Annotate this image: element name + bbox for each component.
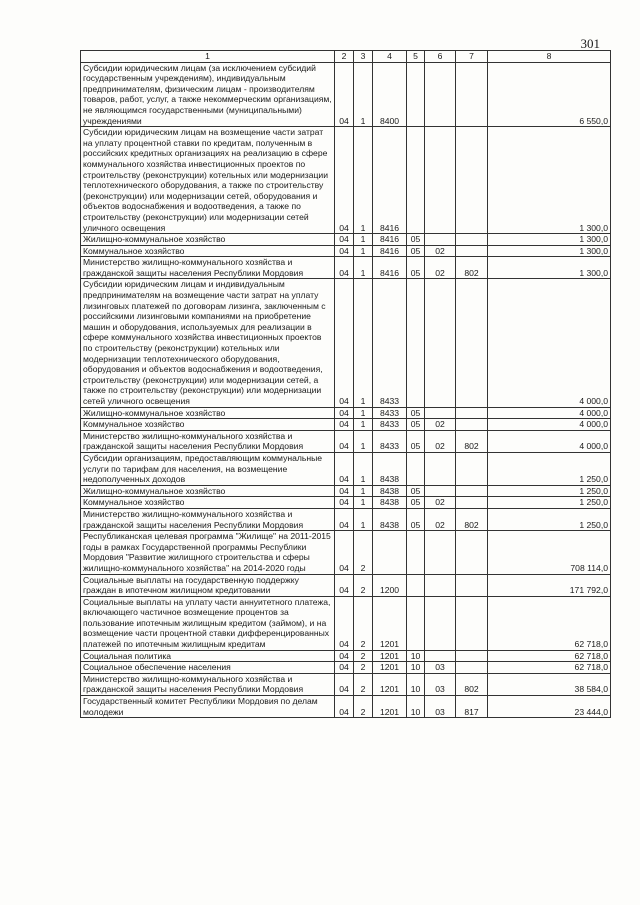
col-header-6: 6 <box>425 51 456 63</box>
row-name: Жилищно-коммунальное хозяйство <box>81 407 335 419</box>
code-col-3: 1 <box>354 279 373 407</box>
row-name: Министерство жилищно-коммунального хозяйства и гражданской защиты населения Республики Мордовия <box>81 430 335 452</box>
row-sum: 1 300,0 <box>488 257 611 279</box>
row-sum: 62 718,0 <box>488 650 611 662</box>
row-name: Субсидии юридическим лицам и индивидуальным предпринимателям на возмещение части затрат на уплату лизинговых платежей по договорам лизинга, заключенным с российскими лизинговыми компаниями на приобретение машин и оборудования, используемых для реализации в сфере коммунального хозяйства инвестиционных проектов по строительству (реконструкции) котельных или модернизации теплотехнического оборудования, оборудования и объектов водоснабжения и водоотведения, строительству (реконструкции) или модернизации сетей, а также по строительству (реконструкции) или модернизации сетей уличного освещения <box>81 279 335 407</box>
code-col-6: 02 <box>425 508 456 530</box>
code-col-7 <box>456 419 488 431</box>
code-col-3: 2 <box>354 662 373 674</box>
code-col-5: 05 <box>407 419 425 431</box>
page-number: 301 <box>580 36 600 51</box>
code-col-2: 04 <box>335 234 354 246</box>
row-sum: 708 114,0 <box>488 531 611 574</box>
code-col-2: 04 <box>335 508 354 530</box>
code-col-4: 1201 <box>373 662 407 674</box>
budget-table <box>80 50 611 718</box>
code-col-3: 1 <box>354 508 373 530</box>
table-row <box>81 452 611 485</box>
row-name: Жилищно-коммунальное хозяйство <box>81 485 335 497</box>
code-col-6 <box>425 574 456 596</box>
table-row <box>81 62 611 127</box>
table-row <box>81 234 611 246</box>
code-col-2: 04 <box>335 279 354 407</box>
code-col-4: 8416 <box>373 234 407 246</box>
code-col-2: 04 <box>335 257 354 279</box>
code-col-3: 1 <box>354 497 373 509</box>
code-col-4: 8438 <box>373 508 407 530</box>
table-row <box>81 596 611 650</box>
code-col-5 <box>407 127 425 234</box>
row-name: Коммунальное хозяйство <box>81 245 335 257</box>
row-sum: 6 550,0 <box>488 62 611 127</box>
row-sum: 1 300,0 <box>488 234 611 246</box>
table-row <box>81 508 611 530</box>
code-col-4: 8433 <box>373 279 407 407</box>
code-col-7 <box>456 279 488 407</box>
code-col-6: 03 <box>425 662 456 674</box>
row-name: Субсидии организациям, предоставляющим коммунальные услуги по тарифам для населения, на возмещение недополученных доходов <box>81 452 335 485</box>
code-col-5: 10 <box>407 662 425 674</box>
row-sum: 4 000,0 <box>488 430 611 452</box>
col-header-2: 2 <box>335 51 354 63</box>
code-col-2: 04 <box>335 574 354 596</box>
code-col-4: 8433 <box>373 430 407 452</box>
code-col-2: 04 <box>335 127 354 234</box>
code-col-6 <box>425 485 456 497</box>
code-col-4 <box>373 531 407 574</box>
code-col-5: 05 <box>407 497 425 509</box>
code-col-3: 1 <box>354 419 373 431</box>
row-sum: 4 000,0 <box>488 279 611 407</box>
code-col-3: 1 <box>354 127 373 234</box>
code-col-5 <box>407 279 425 407</box>
code-col-3: 2 <box>354 596 373 650</box>
table-row <box>81 497 611 509</box>
code-col-7 <box>456 596 488 650</box>
code-col-2: 04 <box>335 485 354 497</box>
row-sum: 62 718,0 <box>488 662 611 674</box>
code-col-5 <box>407 452 425 485</box>
row-sum: 62 718,0 <box>488 596 611 650</box>
row-sum: 1 300,0 <box>488 245 611 257</box>
row-name: Республиканская целевая программа "Жилище" на 2011-2015 годы в рамках Государственной программы Республики Мордовия "Развитие жилищного строительства и сферы жилищно-коммунального хозяйства" на 2014-2020 годы <box>81 531 335 574</box>
code-col-6: 02 <box>425 497 456 509</box>
code-col-2: 04 <box>335 497 354 509</box>
col-header-5: 5 <box>407 51 425 63</box>
code-col-5 <box>407 574 425 596</box>
code-col-5 <box>407 62 425 127</box>
code-col-3: 2 <box>354 696 373 718</box>
code-col-7 <box>456 662 488 674</box>
row-sum: 23 444,0 <box>488 696 611 718</box>
code-col-7 <box>456 452 488 485</box>
row-name: Субсидии юридическим лицам на возмещение части затрат на уплату процентной ставки по кредитам, полученным в российских кредитных организациях на реализацию в сфере коммунального хозяйства инвестиционных проектов по строительству (реконструкции) котельных или модернизации теплотехнического оборудования, а также по строительству (реконструкции) или модернизации сетей, оборудования и объектов водоснабжения и водоотведения, а также по строительству (реконструкции) или модернизации сетей уличного освещения <box>81 127 335 234</box>
code-col-2: 04 <box>335 430 354 452</box>
code-col-3: 1 <box>354 430 373 452</box>
code-col-7: 802 <box>456 430 488 452</box>
row-sum: 171 792,0 <box>488 574 611 596</box>
code-col-7 <box>456 531 488 574</box>
code-col-6: 02 <box>425 419 456 431</box>
code-col-4: 8416 <box>373 245 407 257</box>
code-col-7: 802 <box>456 508 488 530</box>
table-row <box>81 407 611 419</box>
row-name: Коммунальное хозяйство <box>81 419 335 431</box>
code-col-7 <box>456 650 488 662</box>
row-name: Субсидии юридическим лицам (за исключением субсидий государственным учреждениям), индивидуальным предпринимателям, физическим лицам - производителям товаров, работ, услуг, а также некоммерческим организациям, не являющимся государственными (муниципальными) учреждениями <box>81 62 335 127</box>
code-col-4: 8416 <box>373 257 407 279</box>
code-col-4: 1201 <box>373 650 407 662</box>
code-col-3: 1 <box>354 234 373 246</box>
code-col-3: 2 <box>354 650 373 662</box>
code-col-3: 1 <box>354 62 373 127</box>
code-col-5: 05 <box>407 485 425 497</box>
table-row <box>81 279 611 407</box>
table-row <box>81 245 611 257</box>
code-col-4: 8433 <box>373 419 407 431</box>
table-row <box>81 430 611 452</box>
row-name: Социальные выплаты на государственную поддержку граждан в ипотечном жилищном кредитовании <box>81 574 335 596</box>
header-row <box>81 51 611 63</box>
code-col-7: 802 <box>456 673 488 695</box>
code-col-3: 2 <box>354 574 373 596</box>
col-header-1: 1 <box>81 51 335 63</box>
table-row <box>81 257 611 279</box>
code-col-7 <box>456 574 488 596</box>
row-sum: 1 250,0 <box>488 452 611 485</box>
code-col-2: 04 <box>335 531 354 574</box>
row-name: Министерство жилищно-коммунального хозяйства и гражданской защиты населения Республики Мордовия <box>81 673 335 695</box>
code-col-3: 1 <box>354 407 373 419</box>
code-col-2: 04 <box>335 673 354 695</box>
code-col-4: 1201 <box>373 673 407 695</box>
code-col-7 <box>456 245 488 257</box>
code-col-7 <box>456 407 488 419</box>
table-row <box>81 485 611 497</box>
code-col-4: 1201 <box>373 596 407 650</box>
col-header-3: 3 <box>354 51 373 63</box>
code-col-6 <box>425 62 456 127</box>
row-sum: 1 300,0 <box>488 127 611 234</box>
code-col-2: 04 <box>335 696 354 718</box>
code-col-3: 1 <box>354 485 373 497</box>
table-row <box>81 419 611 431</box>
code-col-4: 1200 <box>373 574 407 596</box>
col-header-4: 4 <box>373 51 407 63</box>
code-col-5: 10 <box>407 650 425 662</box>
table-row <box>81 574 611 596</box>
table-row <box>81 673 611 695</box>
code-col-7: 817 <box>456 696 488 718</box>
code-col-5: 05 <box>407 508 425 530</box>
code-col-6 <box>425 234 456 246</box>
code-col-6: 03 <box>425 696 456 718</box>
code-col-5 <box>407 596 425 650</box>
code-col-6: 02 <box>425 257 456 279</box>
code-col-2: 04 <box>335 650 354 662</box>
code-col-5: 10 <box>407 696 425 718</box>
code-col-4: 8400 <box>373 62 407 127</box>
table-row <box>81 127 611 234</box>
row-name: Социальное обеспечение населения <box>81 662 335 674</box>
code-col-3: 2 <box>354 531 373 574</box>
row-name: Жилищно-коммунальное хозяйство <box>81 234 335 246</box>
row-sum: 1 250,0 <box>488 497 611 509</box>
table-row <box>81 531 611 574</box>
code-col-4: 8416 <box>373 127 407 234</box>
code-col-2: 04 <box>335 407 354 419</box>
code-col-7 <box>456 497 488 509</box>
row-name: Социальная политика <box>81 650 335 662</box>
col-header-7: 7 <box>456 51 488 63</box>
code-col-6: 02 <box>425 245 456 257</box>
code-col-5: 05 <box>407 257 425 279</box>
code-col-5 <box>407 531 425 574</box>
row-sum: 1 250,0 <box>488 508 611 530</box>
code-col-3: 1 <box>354 257 373 279</box>
table-row <box>81 650 611 662</box>
code-col-6 <box>425 407 456 419</box>
code-col-2: 04 <box>335 452 354 485</box>
code-col-2: 04 <box>335 245 354 257</box>
row-sum: 4 000,0 <box>488 419 611 431</box>
code-col-3: 1 <box>354 452 373 485</box>
code-col-2: 04 <box>335 596 354 650</box>
code-col-7 <box>456 234 488 246</box>
code-col-6 <box>425 650 456 662</box>
code-col-6: 02 <box>425 430 456 452</box>
row-name: Министерство жилищно-коммунального хозяйства и гражданской защиты населения Республики Мордовия <box>81 257 335 279</box>
code-col-4: 8438 <box>373 485 407 497</box>
row-name: Государственный комитет Республики Мордовия по делам молодежи <box>81 696 335 718</box>
code-col-5: 05 <box>407 234 425 246</box>
code-col-7 <box>456 485 488 497</box>
code-col-5: 05 <box>407 245 425 257</box>
code-col-3: 1 <box>354 245 373 257</box>
code-col-5: 10 <box>407 673 425 695</box>
code-col-5: 05 <box>407 430 425 452</box>
code-col-4: 8433 <box>373 407 407 419</box>
code-col-7 <box>456 62 488 127</box>
code-col-2: 04 <box>335 419 354 431</box>
row-name: Социальные выплаты на уплату части аннуитетного платежа, включающего частичное возмещение процентов за пользование ипотечным жилищным кредитом (займом), и на возмещение части процентной ставки дифференцированных платежей по ипотечным жилищным кредитам <box>81 596 335 650</box>
code-col-3: 2 <box>354 673 373 695</box>
code-col-6: 03 <box>425 673 456 695</box>
col-header-8: 8 <box>488 51 611 63</box>
code-col-4: 8438 <box>373 452 407 485</box>
table-row <box>81 662 611 674</box>
code-col-4: 8438 <box>373 497 407 509</box>
code-col-6 <box>425 279 456 407</box>
code-col-7: 802 <box>456 257 488 279</box>
code-col-6 <box>425 452 456 485</box>
row-sum: 1 250,0 <box>488 485 611 497</box>
code-col-5: 05 <box>407 407 425 419</box>
row-name: Министерство жилищно-коммунального хозяйства и гражданской защиты населения Республики Мордовия <box>81 508 335 530</box>
code-col-7 <box>456 127 488 234</box>
code-col-4: 1201 <box>373 696 407 718</box>
code-col-6 <box>425 531 456 574</box>
code-col-2: 04 <box>335 662 354 674</box>
code-col-2: 04 <box>335 62 354 127</box>
row-name: Коммунальное хозяйство <box>81 497 335 509</box>
code-col-6 <box>425 596 456 650</box>
code-col-6 <box>425 127 456 234</box>
row-sum: 38 584,0 <box>488 673 611 695</box>
table-row <box>81 696 611 718</box>
row-sum: 4 000,0 <box>488 407 611 419</box>
